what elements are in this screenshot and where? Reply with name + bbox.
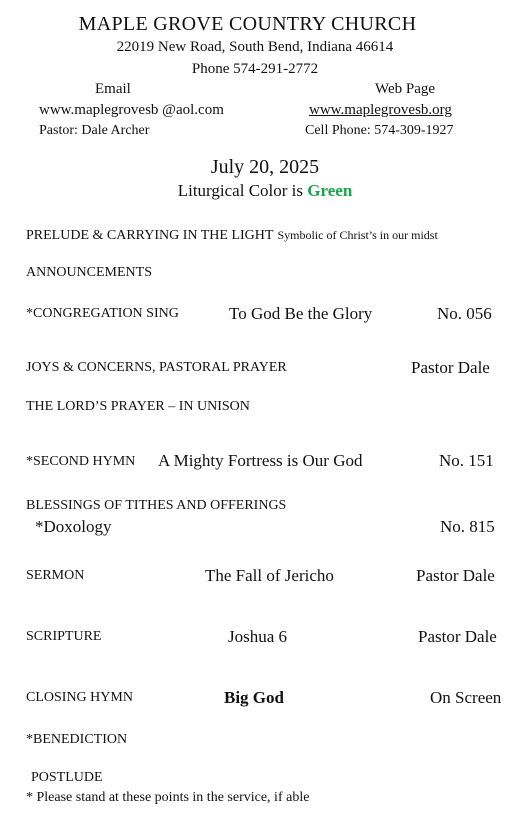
liturgical-color-line [0, 181, 519, 201]
congregation-sing-label: *CONGREGATION SING [26, 306, 179, 321]
doxology-number: No. 815 [440, 517, 495, 536]
doxology-label: *Doxology [35, 517, 112, 536]
second-hymn-label: *SECOND HYMN [26, 454, 136, 469]
email-label: Email [95, 81, 131, 97]
prelude-label: PRELUDE & CARRYING IN THE LIGHT [26, 228, 274, 243]
order-item-prelude [26, 226, 438, 244]
liturgical-color-value: Green [307, 181, 353, 200]
sermon-label: SERMON [26, 568, 85, 583]
closing-hymn-title: Big God [224, 688, 284, 707]
joys-concerns-label: JOYS & CONCERNS, PASTORAL PRAYER [26, 360, 287, 375]
scripture-leader: Pastor Dale [418, 627, 497, 646]
closing-hymn-label: CLOSING HYMN [26, 690, 133, 705]
order-item-announcements: ANNOUNCEMENTS [26, 265, 152, 280]
cell-phone: Cell Phone: 574-309-1927 [305, 123, 454, 138]
church-address: 22019 New Road, South Bend, Indiana 46614 [116, 39, 394, 55]
closing-hymn-location: On Screen [430, 688, 502, 707]
congregation-song-number: No. 056 [437, 304, 492, 323]
second-hymn-number: No. 151 [439, 451, 494, 470]
congregation-song-title: To God Be the Glory [229, 304, 373, 323]
email-address: www.maplegrovesb @aol.com [39, 102, 224, 118]
prelude-note: Symbolic of Christ’s in our midst [277, 228, 438, 242]
joys-concerns-leader: Pastor Dale [411, 358, 490, 377]
service-date: July 20, 2025 [210, 156, 320, 178]
second-hymn-title: A Mighty Fortress is Our God [158, 451, 363, 470]
website-link[interactable]: www.maplegrovesb.org [309, 102, 452, 118]
blessings-label: BLESSINGS OF TITHES AND OFFERINGS [26, 498, 287, 513]
postlude-label: POSTLUDE [31, 770, 103, 785]
church-name: MAPLE GROVE COUNTRY CHURCH [78, 13, 417, 35]
web-page-label: Web Page [375, 81, 436, 97]
standing-footnote: * Please stand at these points in the service, if able [26, 790, 310, 805]
scripture-reference: Joshua 6 [228, 627, 288, 646]
sermon-leader: Pastor Dale [416, 566, 495, 585]
pastor-name: Pastor: Dale Archer [39, 123, 150, 138]
sermon-title: The Fall of Jericho [205, 566, 334, 585]
church-phone: Phone 574-291-2772 [191, 61, 319, 77]
liturgical-color-prefix: Liturgical Color is [177, 181, 308, 200]
scripture-label: SCRIPTURE [26, 629, 102, 644]
lords-prayer-label: THE LORD’S PRAYER – IN UNISON [26, 399, 250, 414]
benediction-label: *BENEDICTION [26, 732, 128, 747]
